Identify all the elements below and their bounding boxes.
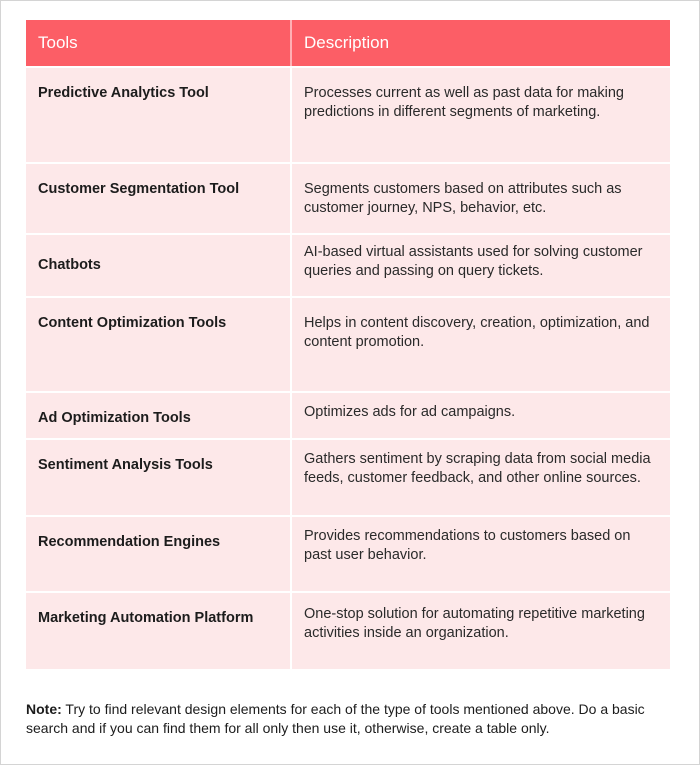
- tool-name: Marketing Automation Platform: [26, 591, 292, 669]
- table-row: [26, 438, 670, 515]
- tool-description: Provides recommendations to customers based on past user behavior.: [292, 515, 670, 591]
- tool-description: AI-based virtual assistants used for solving customer queries and passing on query tickets.: [292, 233, 670, 296]
- column-header-description: Description: [292, 20, 670, 66]
- column-header-tools: Tools: [26, 20, 292, 66]
- table-row: [26, 66, 670, 162]
- table-row: [26, 391, 670, 438]
- tools-table: [26, 20, 670, 669]
- tool-description: Optimizes ads for ad campaigns.: [292, 391, 670, 438]
- tool-description: Helps in content discovery, creation, optimization, and content promotion.: [292, 296, 670, 391]
- tool-description: Processes current as well as past data for making predictions in different segments of marketing.: [292, 66, 670, 162]
- note-label: Note:: [26, 701, 62, 717]
- table-row: [26, 233, 670, 296]
- table-row: [26, 591, 670, 669]
- tool-name: Content Optimization Tools: [26, 296, 292, 391]
- tool-description: Gathers sentiment by scraping data from social media feeds, customer feedback, and other online sources.: [292, 438, 670, 515]
- tool-name: Sentiment Analysis Tools: [26, 438, 292, 515]
- tool-name: Chatbots: [26, 233, 292, 296]
- tool-name: Predictive Analytics Tool: [26, 66, 292, 162]
- tool-description: One-stop solution for automating repetitive marketing activities inside an organization.: [292, 591, 670, 669]
- tool-name: Ad Optimization Tools: [26, 391, 292, 438]
- tool-description: Segments customers based on attributes such as customer journey, NPS, behavior, etc.: [292, 162, 670, 233]
- tool-name: Customer Segmentation Tool: [26, 162, 292, 233]
- table-row: [26, 162, 670, 233]
- table-row: [26, 296, 670, 391]
- tool-name: Recommendation Engines: [26, 515, 292, 591]
- note-text: Try to find relevant design elements for each of the type of tools mentioned above. Do a basic search and if you can find them for all only then use it, otherwise, create a table only.: [26, 701, 645, 736]
- table-row: [26, 515, 670, 591]
- footnote: [26, 700, 676, 738]
- table-header-row: [26, 20, 670, 66]
